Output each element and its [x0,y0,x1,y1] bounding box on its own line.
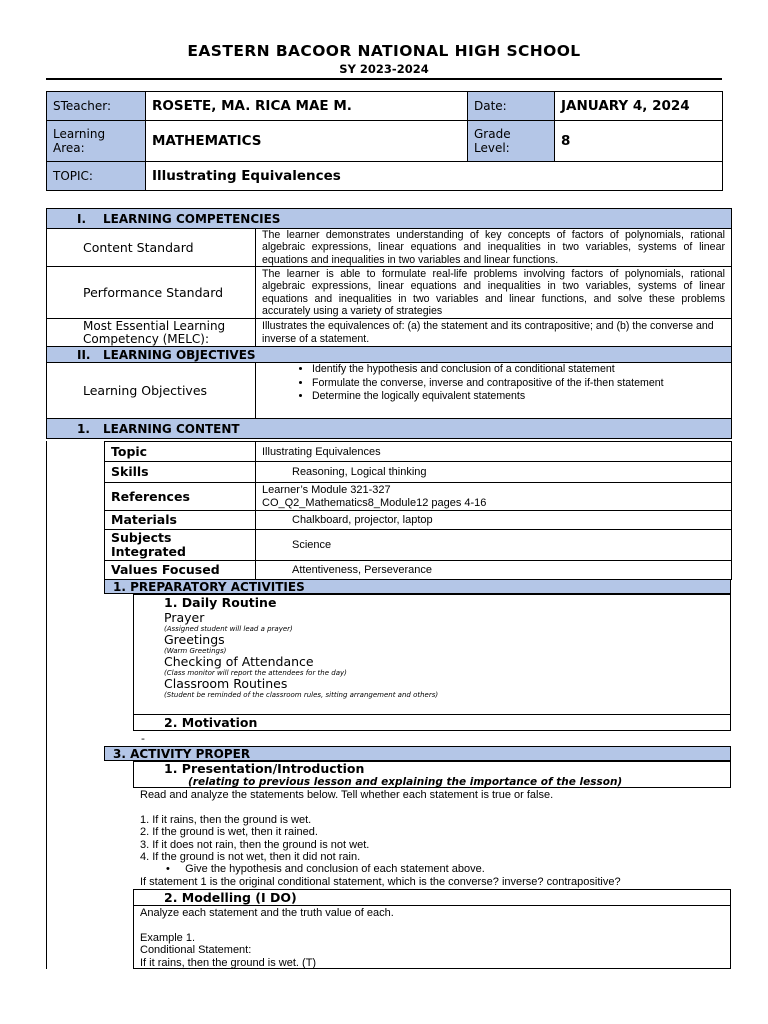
routines-item: Classroom Routines [164,676,288,691]
objective-item: • Identify the hypothesis and conclusion of a conditional statement [312,363,725,376]
learning-objectives-list [256,363,732,419]
teacher-label: STeacher: [47,92,146,121]
prayer-item: Prayer [164,610,205,625]
skills-label: Skills [105,462,256,483]
objectives-number: II. [77,347,91,362]
values-text: Attentiveness, Perseverance [292,564,433,576]
title-divider [46,78,722,80]
prayer-note: (Assigned student will lead a prayer) [164,625,293,633]
daily-routine-list [134,611,730,699]
content-standard-text: The learner demonstrates understanding of key concepts of factors of polynomials, rational algebraic expressions, linear equations and inequalities in two variables, systems of linear equations and inequalities in two variables and linear functions. [256,229,732,267]
bullet-text: Give the hypothesis and conclusion of each statement above. [185,863,485,876]
motivation-text: - [141,732,145,745]
melc-label: Most Essential Learning Competency (MELC): [47,319,256,347]
preparatory-heading: 1. PREPARATORY ACTIVITIES [104,579,731,594]
greetings-item: Greetings [164,632,225,647]
grade-level-label-line1: Grade [474,127,511,141]
reference-2: CO_Q2_Mathematics8_Module12 pages 4-16 [262,496,487,509]
competencies-table [46,208,732,439]
presentation-lead: Read and analyze the statements below. Tell whether each statement is true or false. [140,789,554,801]
learning-area-label [47,121,146,162]
presentation-title-block [133,761,731,788]
modelling-title-block [133,889,731,906]
topic-label: TOPIC: [47,162,146,191]
statement-item: 2. If the ground is wet, then it rained. [140,826,318,839]
learning-content-heading [47,419,732,439]
presentation-question: If statement 1 is the original conditional statement, which is the converse? inverse? contrapositive? [140,875,621,888]
modelling-body [140,907,725,969]
values-label: Values Focused [105,561,256,580]
competencies-title: LEARNING COMPETENCIES [103,211,281,226]
motivation-title: 2. Motivation [164,715,258,730]
presentation-body [140,789,730,888]
statement-item: 4. If the ground is not wet, then it did not rain. [140,851,361,864]
greetings-note: (Warm Greetings) [164,647,227,655]
date-label: Date: [468,92,555,121]
objectives-heading [47,347,732,363]
values-value [256,561,732,580]
content-topic-value: Illustrating Equivalences [256,442,732,462]
learning-content-title: LEARNING CONTENT [103,421,240,436]
materials-value [256,511,732,530]
materials-text: Chalkboard, projector, laptop [292,514,433,526]
motivation-title-block [133,714,731,731]
reference-1: Learner’s Module 321-327 [262,483,391,496]
learning-objectives-label: Learning Objectives [47,363,256,419]
bullet-icon: • [166,863,186,876]
objective-item: • Determine the logically equivalent statements [312,390,725,403]
spacer [140,801,730,813]
grade-level-label-line2: Level: [474,141,510,155]
content-topic-label: Topic [105,442,256,462]
performance-standard-label: Performance Standard [47,267,256,319]
statement-item: 1. If it rains, then the ground is wet. [140,813,312,826]
skills-value [256,462,732,483]
modelling-title: 2. Modelling (I DO) [164,890,297,905]
melc-text: Illustrates the equivalences of: (a) the statement and its contrapositive; and (b) the converse and inverse of a statement. [256,319,732,347]
conditional-text: If it rains, then the ground is wet. (T) [140,956,317,969]
left-margin-line [46,441,47,969]
statement-item: 3. If it does not rain, then the ground is not wet. [140,838,370,851]
topic-value: Illustrating Equivalences [146,162,723,191]
subjects-label: Subjects Integrated [105,530,256,561]
materials-label: Materials [105,511,256,530]
learning-content-number: 1. [77,421,90,436]
attendance-note: (Class monitor will report the attendees for the day) [164,669,347,677]
learning-area-label-line2: Area: [53,141,85,155]
subjects-value [256,530,732,561]
conditional-label: Conditional Statement: [140,944,252,957]
grade-level-value: 8 [555,121,723,162]
school-name: EASTERN BACOOR NATIONAL HIGH SCHOOL [187,42,581,60]
daily-routine-title: 1. Daily Routine [164,595,277,610]
teacher-value: ROSETE, MA. RICA MAE M. [146,92,468,121]
skills-text: Reasoning, Logical thinking [292,466,427,478]
modelling-lead: Analyze each statement and the truth value of each. [140,907,394,919]
grade-level-label [468,121,555,162]
objectives-title: LEARNING OBJECTIVES [103,347,256,362]
references-label: References [105,483,256,511]
routines-note: (Student be reminded of the classroom rules, sitting arrangement and others) [164,691,439,699]
performance-standard-text: The learner is able to formulate real-life problems involving factors of polynomials, rational algebraic expressions, linear equations and inequalities in two variables, systems of linear equations and inequalities in two variables and linear functions, and solve these problems accurately using a variety of strategies [256,267,732,319]
competencies-number: I. [77,211,87,226]
learning-area-value: MATHEMATICS [146,121,468,162]
learning-area-label-line1: Learning [53,127,106,141]
lesson-info-table [46,91,723,191]
competencies-heading [47,209,732,229]
references-value [256,483,732,511]
example-label: Example 1. [140,931,196,944]
objective-item: • Formulate the converse, inverse and contrapositive of the if-then statement [312,377,725,390]
subjects-text: Science [292,539,332,551]
date-value: JANUARY 4, 2024 [555,92,723,121]
daily-routine-block [133,594,731,715]
attendance-item: Checking of Attendance [164,654,314,669]
content-standard-label: Content Standard [47,229,256,267]
spacer [140,919,725,931]
school-year: SY 2023-2024 [339,62,429,76]
presentation-title: 1. Presentation/Introduction [164,761,365,776]
learning-content-table [104,441,732,580]
presentation-subtitle: (relating to previous lesson and explaining the importance of the lesson) [188,776,623,788]
activity-proper-heading: 3. ACTIVITY PROPER [104,746,731,761]
bullet-item [140,863,730,875]
